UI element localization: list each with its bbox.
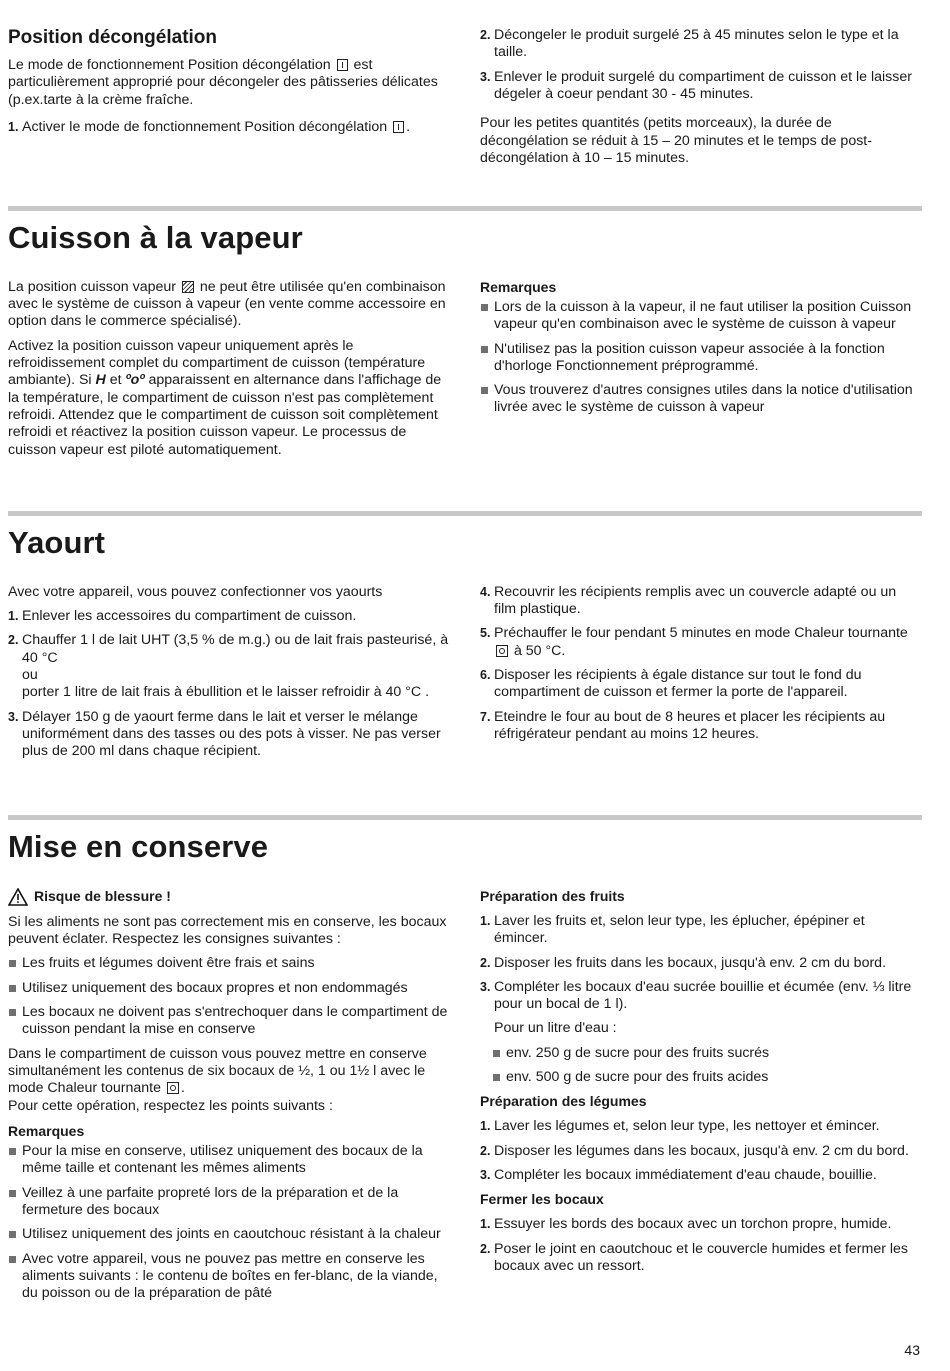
step-text: Recouvrir les récipients remplis avec un couvercle adapté ou un film plastique. (494, 583, 897, 618)
steam-paragraph-2 (8, 338, 450, 459)
step-text: Compléter les bocaux immédiatement d'eau chaude, bouillie. (494, 1167, 877, 1184)
step-text: Essuyer les bords des bocaux avec un torchon propre, humide. (494, 1216, 892, 1233)
step-number: 1. (480, 1119, 491, 1134)
text-span: Activez la position cuisson vapeur uniquement après le refroidissement complet du compartiment de cuisson (température ambiante). Si (8, 337, 426, 389)
list-item (8, 608, 450, 625)
step-text: Eteindre le four au bout de 8 heures et placer les récipients au réfrigérateur pendant au moins 12 heures. (494, 708, 886, 742)
step-number: 3. (8, 709, 19, 724)
list-item (480, 1143, 922, 1160)
section-title: Mise en conserve (8, 829, 269, 864)
step-text: Chauffer 1 l de lait UHT (3,5 % de m.g.) ou de lait frais pasteurisé, à 40 °C (22, 632, 449, 666)
step-number: 4. (480, 584, 491, 599)
list-item (480, 27, 922, 62)
text-span: La position cuisson vapeur (8, 278, 180, 295)
defrost-mode-icon (393, 121, 404, 133)
step-number: 2. (8, 633, 19, 648)
defrost-left-column (8, 26, 450, 174)
section-divider (8, 815, 922, 820)
step-number: 2. (480, 955, 491, 970)
remarks-list (8, 1143, 450, 1303)
step-number: 2. (480, 1241, 491, 1256)
fruits-heading: Préparation des fruits (480, 887, 625, 904)
warning-heading (8, 888, 450, 906)
list-item: Les bocaux ne doivent pas s'entrechoquer dans le compartiment de cuisson pendant la mise en conserve (8, 1004, 450, 1039)
vegetables-heading: Préparation des légumes (480, 1093, 647, 1110)
text-span: Le mode de fonctionnement Position décongélation (8, 57, 335, 74)
list-item (480, 709, 922, 744)
list-item: Lors de la cuisson à la vapeur, il ne faut utiliser la position Cuisson vapeur qu'en combinaison avec le système de cuisson à vapeur (480, 299, 922, 334)
section-preserving (8, 815, 922, 1310)
list-item (480, 979, 922, 1014)
defrost-note: Pour les petites quantités (petits morceaux), la durée de décongélation se réduit à 15 – 20 minutes et le temps de post-décongélation à 10 – 15 minutes. (480, 115, 872, 166)
fan-mode-icon (167, 1082, 179, 1094)
step-text: Délayer 150 g de yaourt ferme dans le lait et verser le mélange uniformément dans des tasses ou des pots à visser. Ne pas verser plus de 200 ml dans chaque récipient. (22, 708, 441, 760)
step-text: Décongeler le produit surgelé 25 à 45 minutes selon le type et la taille. (494, 27, 899, 61)
list-item (480, 667, 922, 702)
warning-text: Si les aliments ne sont pas correctement mis en conserve, les bocaux peuvent éclater. Respectez les consignes suivantes : (8, 913, 447, 948)
steam-paragraph-1 (8, 279, 450, 331)
step-text: Disposer les récipients à égale distance sur tout le fond du compartiment de cuisson et fermer la porte de l'appareil. (494, 667, 862, 701)
closing-heading: Fermer les bocaux (480, 1191, 604, 1208)
step-text: Préchauffer le four pendant 5 minutes en mode Chaleur tournante (494, 625, 908, 642)
water-label: Pour un litre d'eau : (494, 1020, 617, 1037)
list-item: env. 500 g de sucre pour des fruits acides (492, 1069, 922, 1086)
yogurt-left-column (8, 584, 450, 768)
fan-mode-icon (496, 645, 508, 657)
preserving-paragraph (8, 1046, 450, 1115)
section-steam (8, 206, 922, 466)
steam-right-column (480, 279, 922, 466)
section-title: Yaourt (8, 525, 106, 560)
step-text: Disposer les fruits dans les bocaux, jusqu'à env. 2 cm du bord. (494, 954, 887, 971)
page-number: 43 (904, 1341, 920, 1358)
step-text: Compléter les bocaux d'eau sucrée bouillie et écumée (env. ⅓ litre pour un bocal de 1 l). (494, 978, 912, 1013)
text-span: Pour cette opération, respectez les points suivants : (8, 1097, 333, 1114)
list-item: N'utilisez pas la position cuisson vapeur associée à la fonction d'horloge Fonctionnement préprogrammé. (480, 341, 922, 376)
list-item (8, 632, 450, 701)
text-span: et (105, 372, 126, 389)
preserving-left-column (8, 888, 450, 1310)
steam-left-column (8, 279, 450, 466)
list-item (8, 709, 450, 761)
step-text: Laver les légumes et, selon leur type, les nettoyer et émincer. (494, 1118, 880, 1135)
list-item: Avec votre appareil, vous ne pouvez pas mettre en conserve les aliments suivants : le contenu de boîtes en fer-blanc, de la viande, du poisson ou de la préparation de pâté (8, 1251, 450, 1303)
preserving-right-column (480, 888, 922, 1310)
step-text: Laver les fruits et, selon leur type, les éplucher, épépiner et émincer. (494, 912, 865, 947)
step-number: 1. (8, 609, 19, 624)
warning-icon (8, 888, 28, 906)
step-text: porter 1 litre de lait frais à ébullition et le laisser refroidir à 40 °C . (22, 684, 430, 701)
text-span: Dans le compartiment de cuisson vous pouvez mettre en conserve simultanément les contenus de six bocaux de ½, 1 ou 1½ l avec le mode Chaleur tournante (8, 1045, 427, 1097)
yogurt-steps-left (8, 608, 450, 761)
warning-list (8, 955, 450, 1038)
list-item: Veillez à une parfaite propreté lors de la préparation et de la fermeture des bocaux (8, 1185, 450, 1220)
display-symbol-cooling: ºoº (125, 372, 145, 389)
step-number: 3. (480, 69, 491, 84)
step-number: 3. (480, 979, 491, 994)
step-number: 1. (480, 1217, 491, 1232)
step-number: 2. (480, 1143, 491, 1158)
text-span: Activer le mode de fonctionnement Position décongélation (22, 119, 392, 136)
text-span: ne peut être utilisée qu'en combinaison avec le système de cuisson à vapeur (en vente comme accessoire en option dans le commerce spécialisé). (8, 278, 446, 330)
text-span: . (180, 1080, 185, 1097)
step-number: 6. (480, 668, 491, 683)
step-number: 5. (480, 626, 491, 641)
list-item: Pour la mise en conserve, utilisez uniquement des bocaux de la même taille et contenant les mêmes aliments (8, 1143, 450, 1178)
list-item: Vous trouverez d'autres consignes utiles dans la notice d'utilisation livrée avec le système de cuisson à vapeur (480, 382, 922, 417)
step-number: 1. (480, 913, 491, 928)
step-text: ou (22, 667, 38, 684)
step-number: 2. (480, 28, 491, 42)
section-divider (8, 206, 922, 211)
section-title: Cuisson à la vapeur (8, 220, 303, 255)
section-yogurt (8, 511, 922, 768)
text-span: . (406, 119, 411, 136)
list-item: env. 250 g de sucre pour des fruits sucrés (492, 1045, 922, 1062)
step-text: Disposer les légumes dans les bocaux, jusqu'à env. 2 cm du bord. (494, 1142, 909, 1159)
defrost-steps-right (480, 27, 922, 103)
list-item (480, 1216, 922, 1233)
list-item (480, 625, 922, 660)
list-item (480, 1167, 922, 1184)
step-text: Enlever les accessoires du compartiment de cuisson. (22, 608, 357, 625)
step-text: Poser le joint en caoutchouc et le couvercle humides et fermer les bocaux avec un ressort. (494, 1240, 909, 1275)
defrost-intro (8, 57, 450, 109)
warning-title: Risque de blessure ! (34, 888, 171, 905)
display-symbol-h: H (95, 372, 106, 389)
list-item (480, 1118, 922, 1135)
remarks-heading: Remarques (480, 278, 557, 295)
list-item (480, 1241, 922, 1276)
closing-steps (480, 1216, 922, 1275)
steam-mode-icon (182, 281, 194, 293)
list-item (480, 69, 922, 104)
remarks-list (480, 299, 922, 417)
yogurt-steps-right (480, 584, 922, 744)
water-list (492, 1045, 922, 1087)
step-text: Enlever le produit surgelé du compartiment de cuisson et le laisser dégeler à coeur pendant 30 - 45 minutes. (494, 68, 912, 102)
defrost-steps-left (8, 119, 450, 136)
list-item (480, 955, 922, 972)
defrost-mode-icon (337, 59, 348, 71)
list-item (480, 584, 922, 619)
section-title: Position décongélation (8, 27, 218, 48)
section-defrost (8, 26, 922, 174)
yogurt-intro: Avec votre appareil, vous pouvez confectionner vos yaourts (8, 583, 383, 600)
vegetables-steps (480, 1118, 922, 1184)
list-item: Les fruits et légumes doivent être frais et sains (8, 955, 450, 972)
text-span: est particulièrement approprié pour décongeler des pâtisseries délicates (p.ex.tarte à la crème fraîche. (8, 57, 438, 108)
list-item: Utilisez uniquement des joints en caoutchouc résistant à la chaleur (8, 1226, 450, 1243)
step-number: 1. (8, 120, 19, 135)
list-item (480, 913, 922, 948)
text-span: apparaissent en alternance dans l'affichage de la température, le compartiment de cuisson n'est pas complètement refroidi. Attendez que le compartiment de cuisson soit complètement refroidi et réactivez la position cuisson vapeur. Le processus de cuisson vapeur est piloté automatiquement. (8, 372, 442, 458)
step-number: 3. (480, 1168, 491, 1183)
section-divider (8, 511, 922, 516)
remarks-heading: Remarques (8, 1122, 85, 1139)
defrost-right-column (480, 26, 922, 174)
list-item (8, 119, 450, 136)
step-number: 7. (480, 709, 491, 724)
step-text: à 50 °C. (510, 642, 566, 659)
fruits-steps (480, 913, 922, 1014)
yogurt-right-column (480, 584, 922, 768)
list-item: Utilisez uniquement des bocaux propres et non endommagés (8, 980, 450, 997)
